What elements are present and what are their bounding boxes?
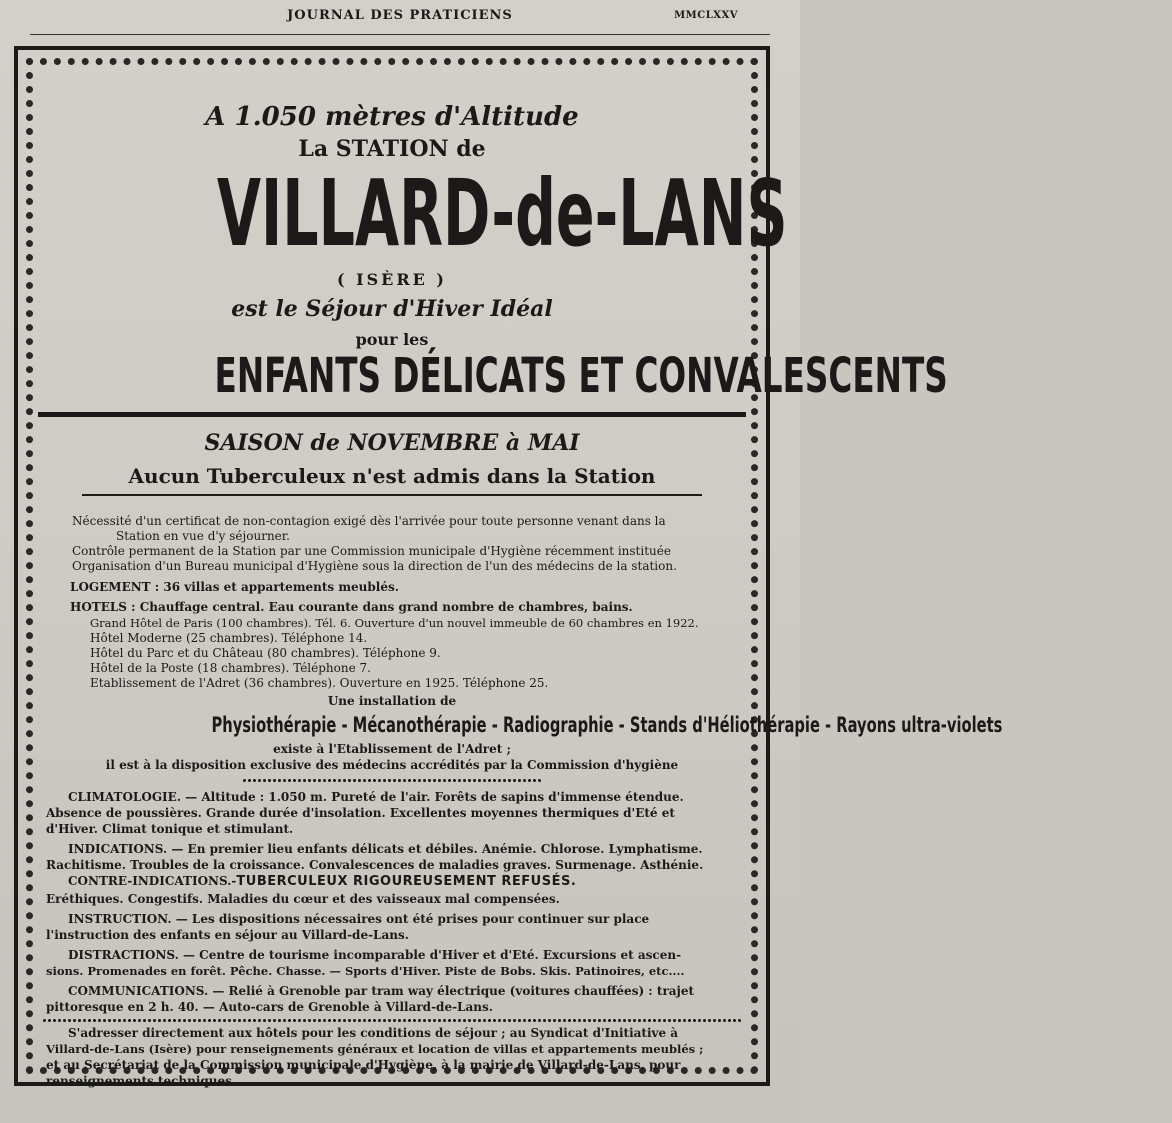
advertisement-frame (14, 46, 1003, 1088)
exists-line: existe à l'Etablissement de l'Adret ; (273, 742, 511, 756)
audience-wrap (42, 348, 948, 404)
town-name: VILLARD-de-LANS (216, 160, 788, 267)
climatology-1: CLIMATOLOGIE. — Altitude : 1.050 m. Pureté de l'air. Forêts de sapins d'immense étendue. (68, 790, 684, 804)
hotel-adret: Etablissement de l'Adret (36 chambres). Ouverture en 1925. Téléphone 25. (90, 676, 549, 690)
hotel-parc: Hôtel du Parc et du Château (80 chambres). Téléphone 9. (90, 646, 441, 660)
department: ( ISÈRE ) (336, 270, 447, 289)
communications-2: pittoresque en 2 h. 40. — Auto-cars de Grenoble à Villard-de-Lans. (46, 1000, 493, 1014)
advertisement-content (42, 74, 1003, 1088)
communications-1: COMMUNICATIONS. — Relié à Grenoble par tram way électrique (voitures chauffées) : trajet (68, 984, 695, 998)
audience-headline: ENFANTS DÉLICATS ET CONVALESCENTS (214, 348, 948, 404)
logement: LOGEMENT : 36 villas et appartements meublés. (70, 580, 399, 594)
control-line-1: Contrôle permanent de la Station par une Commission municipale d'Hygiène récemment instituée (72, 544, 671, 558)
no-tuberculosis: Aucun Tuberculeux n'est admis dans la Station (128, 464, 656, 488)
journal-title: JOURNAL DES PRATICIENS (287, 8, 513, 23)
contra-indications (68, 874, 576, 889)
header-rule (30, 34, 770, 35)
address-2: Villard-de-Lans (Isère) pour renseignements généraux et location de villas et appartements meublés ; (46, 1042, 704, 1056)
indications-1: INDICATIONS. — En premier lieu enfants délicats et débiles. Anémie. Chlorose. Lymphatisme. (68, 842, 703, 856)
distractions-2: sions. Promenades en forêt. Pêche. Chasse. — Sports d'Hiver. Piste de Bobs. Skis. Patinoires, etc.... (46, 964, 685, 978)
climatology-2: Absence de poussières. Grande durée d'insolation. Excellentes moyennes thermiques d'Eté et (46, 806, 675, 820)
control-line-2: Organisation d'un Bureau municipal d'Hygiène sous la direction de l'un des médecins de la station. (72, 559, 677, 573)
climatology-3: d'Hiver. Climat tonique et stimulant. (46, 822, 294, 836)
hotel-poste: Hôtel de la Poste (18 chambres). Téléphone 7. (90, 661, 371, 675)
issue-number: MMCLXXV (674, 10, 738, 21)
indications-2: Rachitisme. Troubles de la croissance. Convalescences de maladies graves. Surmenage. Asthénie. (46, 858, 704, 872)
station-line: La STATION de (298, 136, 486, 162)
certificate-line-2: Station en vue d'y séjourner. (116, 529, 290, 543)
season: SAISON de NOVEMBRE à MAI (204, 430, 580, 456)
therapies-wrap (42, 710, 1003, 740)
therapies: Physiothérapie - Mécanothérapie - Radiographie - Stands d'Héliothérapie - Rayons ultra-violets (211, 713, 1003, 737)
distractions-1: DISTRACTIONS. — Centre de tourisme incomparable d'Hiver et d'Eté. Excursions et ascen- (68, 948, 682, 962)
hotels-title: HOTELS : Chauffage central. Eau courante dans grand nombre de chambres, bains. (70, 600, 633, 614)
contra-refused: TUBERCULEUX RIGOUREUSEMENT REFUSÉS. (236, 874, 577, 889)
hotel-moderne: Hôtel Moderne (25 chambres). Téléphone 14. (90, 631, 368, 645)
instruction-1: INSTRUCTION. — Les dispositions nécessaires ont été prises pour continuer sur place (68, 912, 650, 926)
town-name-wrap (42, 160, 788, 267)
address-3: et au Secrétariat de la Commission municipale d'Hygiène, à la mairie de Villard-de-Lans, pour (46, 1058, 681, 1072)
page-header (0, 6, 800, 30)
disposition-line: il est à la disposition exclusive des médecins accrédités par la Commission d'hygiène (105, 758, 679, 772)
pour-les: pour les (355, 330, 429, 349)
hotel-paris: Grand Hôtel de Paris (100 chambres). Tél. 6. Ouverture d'un nouvel immeuble de 60 chambres en 1922. (90, 616, 699, 630)
tagline: est le Séjour d'Hiver Idéal (231, 296, 553, 322)
address-1: S'adresser directement aux hôtels pour les conditions de séjour ; au Syndicat d'Initiative à (68, 1026, 679, 1040)
address-4: renseignements techniques. (46, 1074, 237, 1088)
contra-indications-2: Eréthiques. Congestifs. Maladies du cœur et des vaisseaux mal compensées. (46, 892, 560, 906)
installation-line: Une installation de (327, 694, 457, 708)
underline-rule (82, 494, 702, 496)
dotted-rule-bottom (42, 1018, 742, 1023)
certificate-line-1: Nécessité d'un certificat de non-contagion exigé dès l'arrivée pour toute personne venant dans la (72, 514, 666, 528)
contra-label: CONTRE-INDICATIONS.- (68, 874, 237, 888)
divider-rule (38, 412, 746, 417)
instruction-2: l'instruction des enfants en séjour au Villard-de-Lans. (46, 928, 409, 942)
altitude-line: A 1.050 mètres d'Altitude (205, 102, 579, 132)
dotted-separator (242, 778, 542, 783)
